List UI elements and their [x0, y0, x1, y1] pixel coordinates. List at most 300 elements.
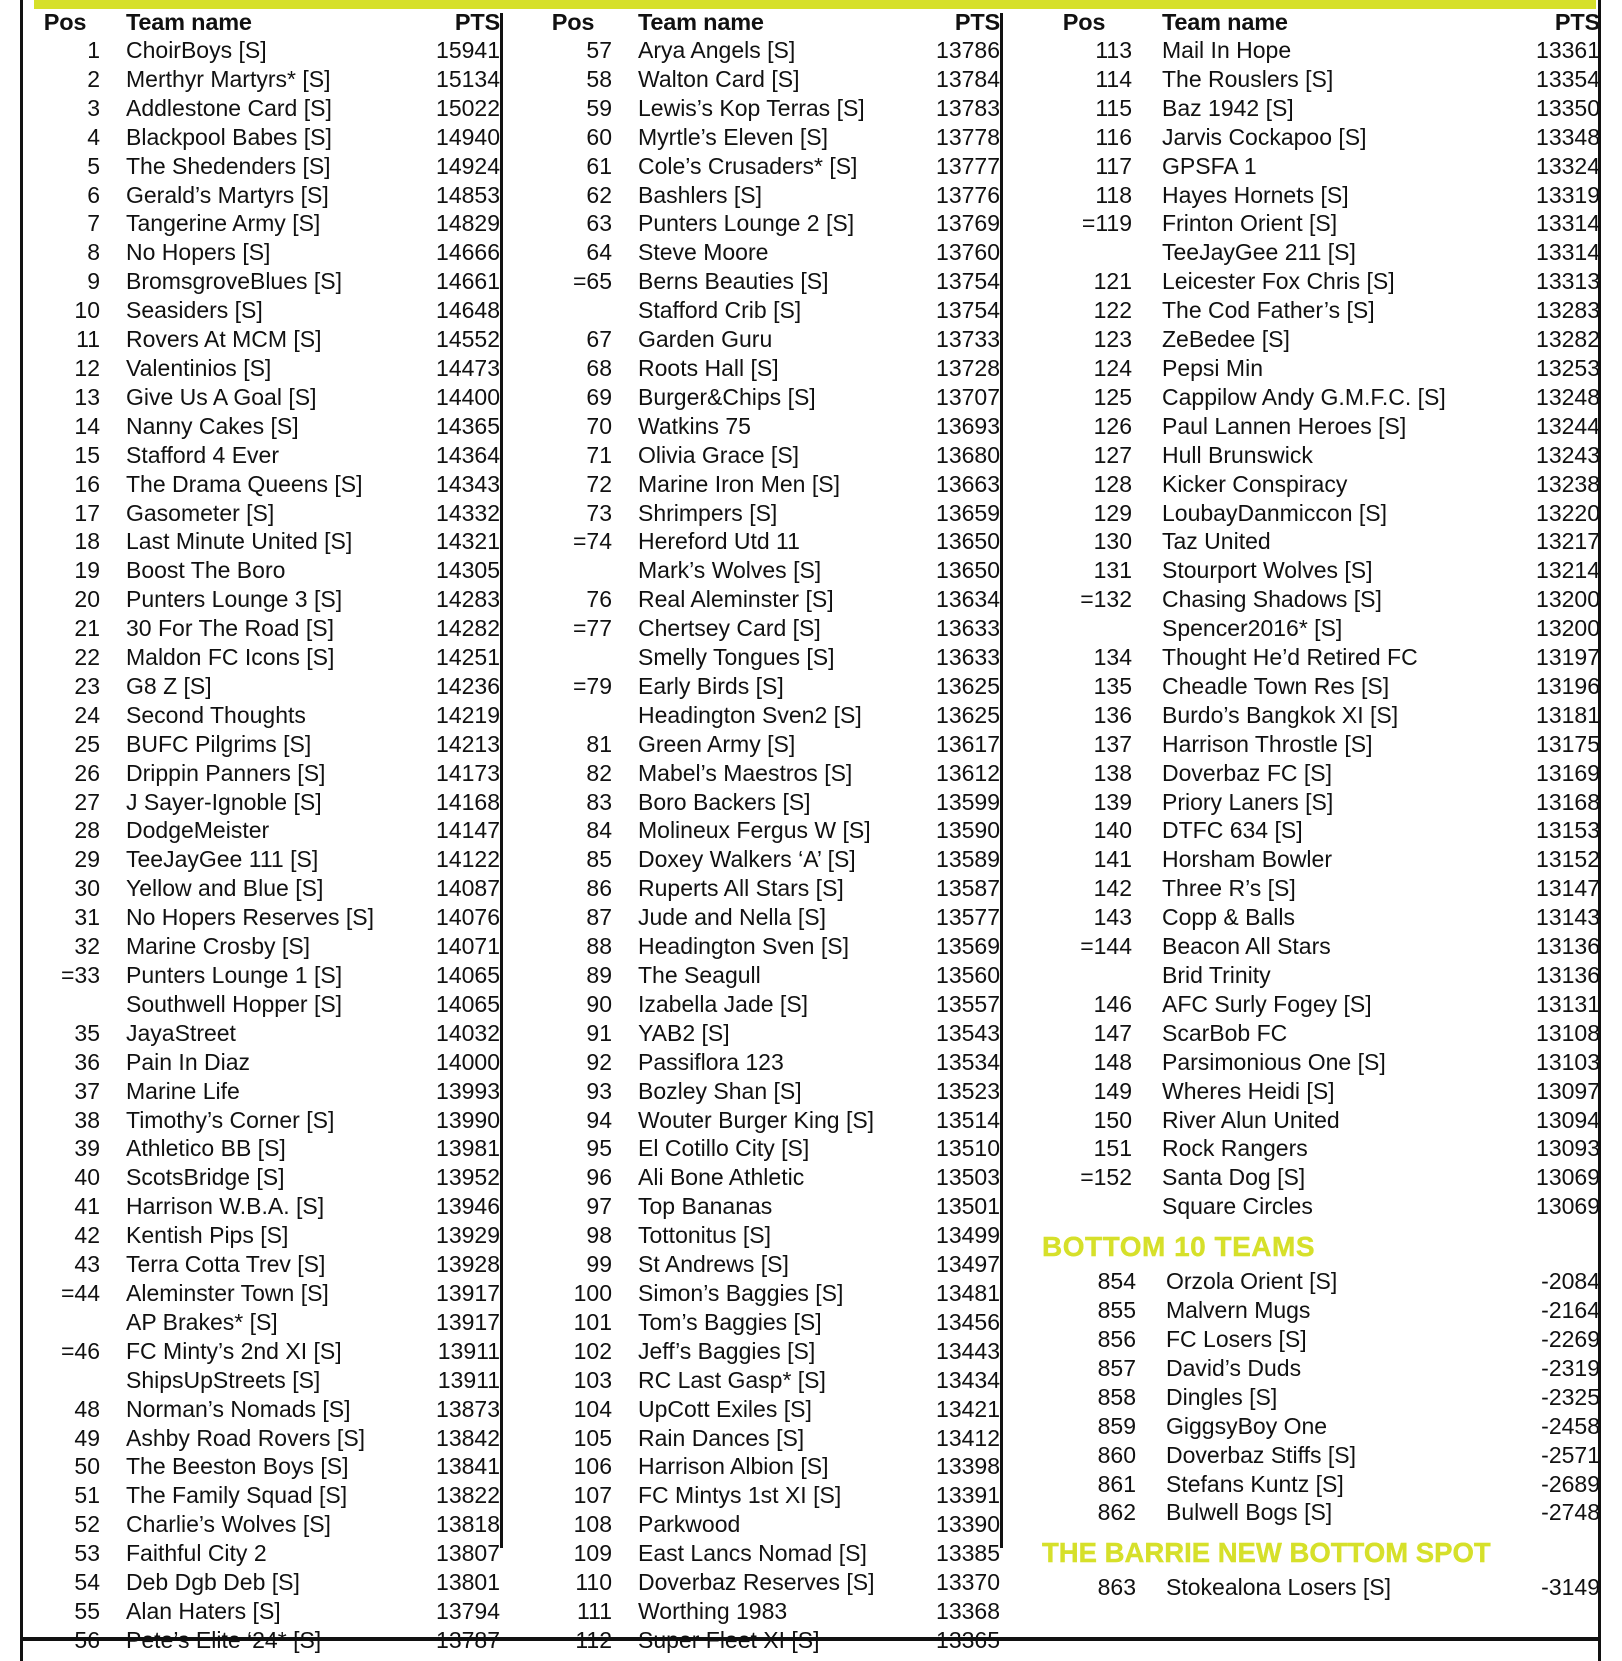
row-position: 92 [586, 1048, 612, 1075]
row-team-name: Maldon FC Icons [S] [126, 644, 335, 671]
row-team-name: Hayes Hornets [S] [1162, 181, 1349, 208]
row-position: 61 [586, 152, 612, 179]
row-position: 106 [573, 1453, 612, 1480]
row-team-name: Yellow and Blue [S] [126, 875, 324, 902]
row-points: 13503 [936, 1164, 1000, 1191]
row-team-name: Spencer2016* [S] [1162, 615, 1343, 642]
row-points: 13786 [936, 37, 1000, 63]
row-team-name: BromsgroveBlues [S] [126, 268, 343, 295]
row-team-name: Gerald’s Martyrs [S] [126, 181, 329, 208]
row-points: 13169 [1536, 759, 1600, 786]
table-body-barrie [1032, 1573, 1600, 1602]
header-team-name: Team name [126, 9, 252, 35]
row-team-name: Wheres Heidi [S] [1162, 1077, 1335, 1104]
row-points: 14147 [436, 817, 500, 844]
table-row [1032, 1134, 1600, 1163]
table-row [1032, 1354, 1600, 1383]
table-row [26, 65, 500, 94]
table-row [26, 614, 500, 643]
row-points: 13456 [936, 1308, 1000, 1335]
row-position: 102 [573, 1337, 612, 1364]
row-points: 13103 [1536, 1048, 1600, 1075]
row-position: 134 [1093, 644, 1132, 671]
row-points: 13421 [936, 1395, 1000, 1422]
row-position: 83 [586, 788, 612, 815]
row-team-name: Burdo’s Bangkok XI [S] [1162, 701, 1399, 728]
row-team-name: Ruperts All Stars [S] [638, 875, 844, 902]
row-points: 13560 [936, 962, 1000, 988]
row-position: 11 [76, 326, 100, 353]
table-row [530, 1452, 1000, 1481]
row-team-name: Southwell Hopper [S] [126, 990, 343, 1017]
row-points: 13650 [936, 557, 1000, 584]
row-team-name: Mabel’s Maestros [S] [638, 759, 853, 786]
row-position: 7 [87, 210, 100, 237]
row-points: 13175 [1536, 730, 1600, 757]
row-team-name: The Rouslers [S] [1162, 65, 1334, 92]
table-row [26, 123, 500, 152]
row-points: 13370 [936, 1569, 1000, 1596]
row-team-name: El Cotillo City [S] [638, 1135, 810, 1162]
row-points: 13760 [936, 239, 1000, 266]
row-position: 93 [586, 1077, 612, 1104]
row-points: 13952 [436, 1164, 500, 1191]
row-team-name: Tom’s Baggies [S] [638, 1308, 822, 1335]
row-points: 13633 [936, 644, 1000, 671]
row-position: 21 [74, 615, 100, 642]
row-team-name: Real Aleminster [S] [638, 586, 834, 613]
row-position: 112 [575, 1626, 612, 1653]
row-team-name: Kentish Pips [S] [126, 1222, 289, 1249]
row-position: 64 [586, 239, 612, 266]
row-points: 13928 [436, 1251, 500, 1278]
table-row [530, 209, 1000, 238]
row-points: 14940 [436, 123, 500, 150]
row-position: =119 [1081, 210, 1132, 237]
table-row [26, 961, 500, 990]
table-row [530, 267, 1000, 296]
row-points: 13385 [936, 1540, 1000, 1567]
row-team-name: Doverbaz Stiffs [S] [1166, 1441, 1357, 1468]
row-team-name: Wouter Burger King [S] [638, 1106, 875, 1133]
row-team-name: Burger&Chips [S] [638, 383, 816, 410]
table-row [1032, 499, 1600, 528]
header-team-name: Team name [1162, 9, 1288, 35]
row-position: 116 [1095, 123, 1132, 150]
table-row [530, 1077, 1000, 1106]
row-team-name: TeeJayGee 211 [S] [1162, 239, 1356, 266]
table-row [26, 1539, 500, 1568]
table-row [1032, 1019, 1600, 1048]
row-position: 55 [74, 1597, 100, 1624]
row-position: 73 [586, 499, 612, 526]
row-position: 30 [74, 875, 100, 902]
table-header-row [26, 9, 500, 36]
table-row [530, 123, 1000, 152]
table-row [26, 1106, 500, 1135]
table-row [530, 730, 1000, 759]
bottom-10-table [1032, 1267, 1600, 1527]
table-row [26, 441, 500, 470]
row-points: 13324 [1536, 152, 1600, 179]
row-team-name: GiggsyBoy One [1166, 1412, 1328, 1439]
row-team-name: Pepsi Min [1162, 354, 1263, 381]
row-team-name: FC Minty’s 2nd XI [S] [126, 1337, 342, 1364]
row-points: 13168 [1536, 788, 1600, 815]
row-points: 13398 [936, 1453, 1000, 1480]
section-heading-barrie-new-bottom-spot: THE BARRIE NEW BOTTOM SPOT [1042, 1537, 1491, 1569]
table-row [26, 1424, 500, 1453]
row-position: 117 [1095, 152, 1132, 179]
table-header-row [1032, 9, 1600, 36]
row-points: 13534 [936, 1048, 1000, 1075]
row-team-name: Punters Lounge 1 [S] [126, 962, 343, 988]
row-position: 125 [1093, 383, 1132, 410]
row-position: 31 [74, 904, 100, 931]
row-team-name: Headington Sven2 [S] [638, 701, 862, 728]
row-points: 13801 [436, 1569, 500, 1596]
row-points: 13911 [437, 1366, 500, 1393]
row-points: -2458 [1541, 1412, 1600, 1439]
row-team-name: Chasing Shadows [S] [1162, 586, 1382, 613]
row-position: 70 [586, 412, 612, 439]
row-points: 13412 [936, 1424, 1000, 1451]
row-team-name: Stafford 4 Ever [126, 441, 279, 468]
row-position: 857 [1097, 1354, 1136, 1381]
row-points: 13097 [1536, 1077, 1600, 1104]
row-position: 96 [586, 1164, 612, 1191]
row-position: 107 [573, 1482, 612, 1509]
row-team-name: Three R’s [S] [1162, 875, 1296, 902]
row-team-name: ScotsBridge [S] [126, 1164, 285, 1191]
row-position: =44 [60, 1279, 100, 1306]
row-team-name: Copp & Balls [1162, 904, 1295, 931]
table-row [530, 1395, 1000, 1424]
row-position: 39 [74, 1135, 100, 1162]
row-team-name: Bulwell Bogs [S] [1166, 1499, 1333, 1526]
row-position: 88 [586, 933, 612, 960]
row-team-name: Addlestone Card [S] [126, 94, 332, 121]
row-points: 13754 [936, 268, 1000, 295]
row-position: 60 [586, 123, 612, 150]
row-points: 13733 [936, 326, 1000, 353]
row-points: 14400 [436, 383, 500, 410]
row-team-name: Green Army [S] [638, 730, 796, 757]
row-points: 14365 [436, 412, 500, 439]
row-position: 129 [1093, 499, 1132, 526]
row-points: 14552 [436, 326, 500, 353]
row-points: 14251 [436, 644, 500, 671]
row-position: =132 [1080, 586, 1132, 613]
table-row [530, 932, 1000, 961]
table-row [530, 1192, 1000, 1221]
table-row [1032, 556, 1600, 585]
row-position: 146 [1093, 990, 1132, 1017]
table-row [530, 1163, 1000, 1192]
row-position: 143 [1093, 904, 1132, 931]
row-position: 104 [573, 1395, 612, 1422]
table-row [26, 1163, 500, 1192]
row-position: =65 [572, 268, 612, 295]
table-row [1032, 1412, 1600, 1441]
table-row [530, 643, 1000, 672]
table-row [26, 1221, 500, 1250]
table-row [530, 1424, 1000, 1453]
row-position: 48 [74, 1395, 100, 1422]
table-row [26, 296, 500, 325]
row-team-name: Frinton Orient [S] [1162, 210, 1338, 237]
row-team-name: Terra Cotta Trev [S] [126, 1251, 326, 1278]
row-position: 127 [1093, 441, 1132, 468]
row-position: 9 [87, 268, 100, 295]
row-points: 13282 [1536, 326, 1600, 353]
row-points: 14829 [436, 210, 500, 237]
header-team-name: Team name [638, 9, 764, 35]
table-row [26, 585, 500, 614]
row-points: 13777 [936, 152, 1000, 179]
column-divider-2 [1000, 13, 1003, 1548]
row-position: 1 [87, 37, 100, 63]
table-row [530, 181, 1000, 210]
row-position [1032, 614, 1136, 643]
row-position: =79 [572, 672, 612, 699]
row-team-name: BUFC Pilgrims [S] [126, 730, 312, 757]
row-team-name: Headington Sven [S] [638, 933, 849, 960]
table-row [1032, 1106, 1600, 1135]
row-position: 53 [74, 1540, 100, 1567]
table-row [26, 412, 500, 441]
row-position: 27 [74, 788, 100, 815]
row-position: 29 [74, 846, 100, 873]
row-points: 14122 [436, 846, 500, 873]
row-team-name: Blackpool Babes [S] [126, 123, 332, 150]
table-row [26, 730, 500, 759]
row-points: 14032 [436, 1019, 500, 1046]
row-points: 13633 [936, 615, 1000, 642]
row-points: 13514 [936, 1106, 1000, 1133]
row-team-name: Baz 1942 [S] [1162, 94, 1294, 121]
row-points: 13093 [1536, 1135, 1600, 1162]
table-row [1032, 267, 1600, 296]
table-row [530, 65, 1000, 94]
table-row [26, 845, 500, 874]
row-position: 63 [586, 210, 612, 237]
row-team-name: Valentinios [S] [126, 354, 272, 381]
table-row [530, 1366, 1000, 1395]
table-row [1032, 816, 1600, 845]
row-team-name: Alan Haters [S] [126, 1597, 281, 1624]
row-points: 14332 [436, 499, 500, 526]
row-position: 82 [586, 759, 612, 786]
row-team-name: Aleminster Town [S] [126, 1279, 329, 1306]
row-team-name: The Cod Father’s [S] [1162, 297, 1375, 324]
row-position: 18 [74, 528, 100, 555]
row-position: 25 [74, 730, 100, 757]
row-team-name: Thought He’d Retired FC [1162, 644, 1418, 671]
row-team-name: Faithful City 2 [126, 1540, 267, 1567]
row-team-name: Stourport Wolves [S] [1162, 557, 1373, 584]
table-row [530, 1048, 1000, 1077]
table-row [26, 1134, 500, 1163]
row-points: 13543 [936, 1019, 1000, 1046]
table-row [1032, 614, 1600, 643]
table-row [26, 1510, 500, 1539]
table-row [26, 1019, 500, 1048]
table-row [530, 759, 1000, 788]
row-points: -3149 [1541, 1574, 1600, 1601]
row-position: 58 [586, 65, 612, 92]
row-team-name: Dingles [S] [1166, 1383, 1278, 1410]
row-position: 42 [74, 1222, 100, 1249]
table-row [26, 1279, 500, 1308]
row-points: -2319 [1541, 1354, 1600, 1381]
row-points: 13659 [936, 499, 1000, 526]
row-points: 14087 [436, 875, 500, 902]
row-points: 13153 [1536, 817, 1600, 844]
table-row [26, 1481, 500, 1510]
table-row [530, 990, 1000, 1019]
table-row [26, 1077, 500, 1106]
row-points: 13617 [936, 730, 1000, 757]
row-position: 149 [1093, 1077, 1132, 1104]
row-points: 14071 [436, 933, 500, 960]
row-team-name: Top Bananas [638, 1193, 773, 1220]
row-team-name: Nanny Cakes [S] [126, 412, 299, 439]
row-position: 52 [74, 1511, 100, 1538]
table-row [530, 1134, 1000, 1163]
table-row [26, 94, 500, 123]
row-team-name: TeeJayGee 111 [S] [126, 846, 319, 873]
header-pos: Pos [551, 9, 595, 35]
row-position [530, 556, 616, 585]
row-points: 13481 [936, 1279, 1000, 1306]
table-row [530, 903, 1000, 932]
table-row [530, 36, 1000, 65]
row-points: 13917 [436, 1308, 500, 1335]
table-row [530, 614, 1000, 643]
table-body-column-1 [26, 36, 500, 1655]
row-position: 859 [1097, 1412, 1136, 1439]
row-points: 13769 [936, 210, 1000, 237]
row-points: 13807 [436, 1540, 500, 1567]
row-points: 13361 [1536, 37, 1600, 63]
row-position: 72 [586, 470, 612, 497]
row-position: 856 [1097, 1325, 1136, 1352]
row-points: 13680 [936, 441, 1000, 468]
row-team-name: The Shedenders [S] [126, 152, 331, 179]
row-team-name: Super Fleet XI [S] [638, 1626, 820, 1653]
row-team-name: Doverbaz FC [S] [1162, 759, 1332, 786]
row-position: 126 [1093, 412, 1132, 439]
row-team-name: DodgeMeister [126, 817, 270, 844]
row-position: 71 [586, 441, 612, 468]
table-row [530, 556, 1000, 585]
table-row [530, 527, 1000, 556]
table-row [1032, 1441, 1600, 1470]
row-points: 14661 [436, 268, 500, 295]
row-team-name: Worthing 1983 [638, 1597, 788, 1624]
table-row [1032, 383, 1600, 412]
row-points: 13497 [936, 1251, 1000, 1278]
row-position: 121 [1093, 268, 1132, 295]
row-team-name: Timothy’s Corner [S] [126, 1106, 335, 1133]
row-team-name: Harrison W.B.A. [S] [126, 1193, 325, 1220]
row-points: 14283 [436, 586, 500, 613]
row-position: 28 [74, 817, 100, 844]
league-column-3 [1000, 9, 1600, 1637]
row-position: 23 [74, 672, 100, 699]
row-points: 13313 [1536, 268, 1600, 295]
row-team-name: YAB2 [S] [638, 1019, 730, 1046]
table-row [26, 816, 500, 845]
row-points: 13754 [936, 297, 1000, 324]
table-row [1032, 759, 1600, 788]
row-position: 113 [1095, 37, 1132, 63]
table-row [1032, 643, 1600, 672]
row-position: 147 [1093, 1019, 1132, 1046]
row-points: 13131 [1536, 990, 1600, 1017]
row-points: 13348 [1536, 123, 1600, 150]
row-position: 108 [573, 1511, 612, 1538]
row-team-name: AFC Surly Fogey [S] [1162, 990, 1372, 1017]
table-row [26, 1366, 500, 1395]
table-row [530, 1019, 1000, 1048]
row-team-name: Beacon All Stars [1162, 933, 1331, 960]
row-position: 103 [573, 1366, 612, 1393]
section-heading-bottom-10: BOTTOM 10 TEAMS [1042, 1231, 1316, 1263]
table-row [26, 383, 500, 412]
row-team-name: The Seagull [638, 962, 761, 988]
table-row [26, 1597, 500, 1626]
row-team-name: Punters Lounge 3 [S] [126, 586, 343, 613]
row-team-name: No Hopers Reserves [S] [126, 904, 374, 931]
row-points: 13577 [936, 904, 1000, 931]
row-points: 13214 [1536, 557, 1600, 584]
row-team-name: Arya Angels [S] [638, 37, 796, 63]
row-position: 35 [74, 1019, 100, 1046]
row-position: 22 [74, 644, 100, 671]
row-team-name: The Family Squad [S] [126, 1482, 348, 1509]
table-row [1032, 123, 1600, 152]
top-accent-rule [34, 0, 1596, 9]
row-team-name: Roots Hall [S] [638, 354, 779, 381]
row-team-name: Passiflora 123 [638, 1048, 784, 1075]
row-points: 13196 [1536, 672, 1600, 699]
row-position: 59 [586, 94, 612, 121]
row-points: 13728 [936, 354, 1000, 381]
table-row [530, 354, 1000, 383]
row-points: 13778 [936, 123, 1000, 150]
row-position: 24 [74, 701, 100, 728]
row-points: 13108 [1536, 1019, 1600, 1046]
row-team-name: G8 Z [S] [126, 672, 212, 699]
row-points: 14343 [436, 470, 500, 497]
row-points: 13094 [1536, 1106, 1600, 1133]
row-team-name: Give Us A Goal [S] [126, 383, 317, 410]
table-row [1032, 296, 1600, 325]
row-team-name: Parsimonious One [S] [1162, 1048, 1386, 1075]
table-body-bottom-10 [1032, 1267, 1600, 1527]
row-team-name: Cheadle Town Res [S] [1162, 672, 1390, 699]
row-team-name: RC Last Gasp* [S] [638, 1366, 826, 1393]
row-team-name: Boro Backers [S] [638, 788, 811, 815]
row-position [1032, 961, 1136, 990]
row-position: 69 [586, 383, 612, 410]
table-row [1032, 36, 1600, 65]
row-position: 51 [74, 1482, 100, 1509]
table-row [26, 1395, 500, 1424]
row-points: 13069 [1536, 1193, 1600, 1220]
